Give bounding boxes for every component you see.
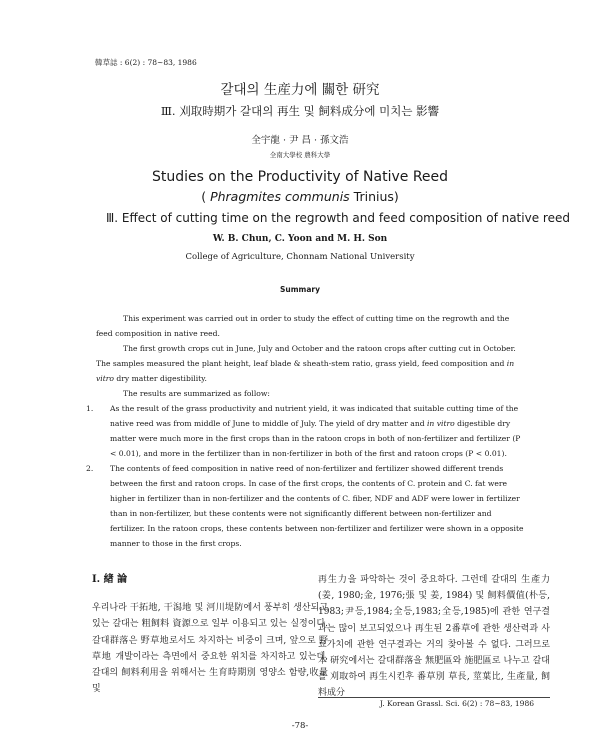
summary-heading: Summary <box>279 285 321 294</box>
summary-paragraph: This experiment was carried out in order to study the effect of cutting time on the regrowth and the feed composition in native reed. <box>96 314 510 338</box>
item-text: The contents of feed composition in native reed of non-fertilizer and fertilizer showed different trends between the first and ratoon crops. In case of the first crops, the contents of C. protein and C. fat were higher in fertilizer than in non-fertilizer and the contents of C. fiber, NDF and ADF were lower in fertilizer than in non-fertilizer, but these contents were not significantly different between non-fertilizer and fertilizer. In the ratoon crops, these contents between non-fertilizer and fertilizer were shown in a opposite manner to those in the first crops. <box>110 464 524 548</box>
species-name: Phragmites communis <box>210 189 350 204</box>
species-line <box>0 189 600 204</box>
summary-text: dry matter digestibility. <box>113 374 207 383</box>
korean-subtitle: Ⅲ. 刈取時期가 갈대의 再生 및 飼料成分에 미치는 影響 <box>160 104 440 118</box>
item-italic: in vitro <box>427 419 455 428</box>
summary-item-2 <box>86 461 526 551</box>
summary-paragraph <box>96 341 526 386</box>
right-column <box>318 572 550 702</box>
section-heading: Ⅰ. 緖 論 <box>92 574 128 585</box>
english-subtitle: Ⅲ. Effect of cutting time on the regrowth and feed composition of native reed <box>106 211 570 225</box>
summary-italic: in vitro <box>96 359 515 383</box>
footer-rule <box>318 697 550 698</box>
item-number: 2. <box>86 464 94 473</box>
summary-body <box>86 311 526 551</box>
journal-citation: 韓草誌 : 6(2) : 78~83, 1986 <box>95 58 197 67</box>
species-author: Trinius) <box>349 189 399 204</box>
summary-item-1 <box>86 401 526 461</box>
english-title: Studies on the Productivity of Native Reed <box>151 169 449 185</box>
left-column <box>92 572 328 697</box>
korean-authors: 全宇龍 · 尹 昌 · 孫文浩 <box>251 135 349 146</box>
korean-affiliation: 全南大學校 農科大學 <box>269 151 331 159</box>
summary-paragraph: The results are summarized as follow: <box>123 389 270 398</box>
summary-text: The first growth crops cut in June, July and October and the ratoon crops after cutting cut in October. The samples measured the plant height, leaf blade & sheath-stem ratio, grass yield, feed composition and <box>96 344 516 368</box>
english-affiliation: College of Agriculture, Chonnam National University <box>185 252 415 262</box>
page-number: -78- <box>291 721 309 731</box>
english-authors: W. B. Chun, C. Yoon and M. H. Son <box>212 234 388 244</box>
korean-title: 갈대의 生産力에 關한 研究 <box>220 82 380 98</box>
left-column-text: 우리나라 干拓地, 干潟地 및 河川堤防에서 풍부히 생산되고 있는 갈대는 粗飼料 資源으로 일부 이용되고 있는 실정이다. 갈대群落은 野草地로서도 차지하는 비중이 크며, 앞으로 野草地 개발이라는 측면에서 중요한 위치를 차지하고 있는데, 갈대의 飼料利用을 위해서는 生育時期別 영양소 함량,收量 및 <box>92 603 328 695</box>
item-text: digestible dry matter were much more in the first crops than in the ratoon crops in both of non-fertilizer and fertilizer (P < 0.01), and more in the fertilizer than in non-fertilizer in both of the first and ratoon crops (P < 0.01). <box>110 419 521 458</box>
footer-citation: J. Korean Grassl. Sci. 6(2) : 78~83, 1986 <box>379 699 534 708</box>
item-number: 1. <box>86 404 94 413</box>
item-text: As the result of the grass productivity and nutrient yield, it was indicated that suitable cutting time of the native reed was from middle of June to middle of July. The yield of dry matter and <box>110 404 519 428</box>
right-column-text: 再生力을 파악하는 것이 중요하다. 그런데 갈대의 生產力(姜, 1980;金, 1976;張 및 姜, 1984) 및 飼料價值(朴등, 1983;尹등,1984;全등,1983;全등,1985)에 관한 연구결과는 많이 보고되었으나 再生된 2番草에 관한 생산력과 사료가치에 관한 연구결과는 거의 찾아볼 수 없다. 그러므로 本 研究에서는 갈대群落을 無肥區와 施肥區로 나누고 갈대를 刈取하여 再生시킨후 番草別 草長, 莖葉比, 生產量, 飼料成分 <box>318 575 550 699</box>
species-open: ( <box>201 189 211 204</box>
